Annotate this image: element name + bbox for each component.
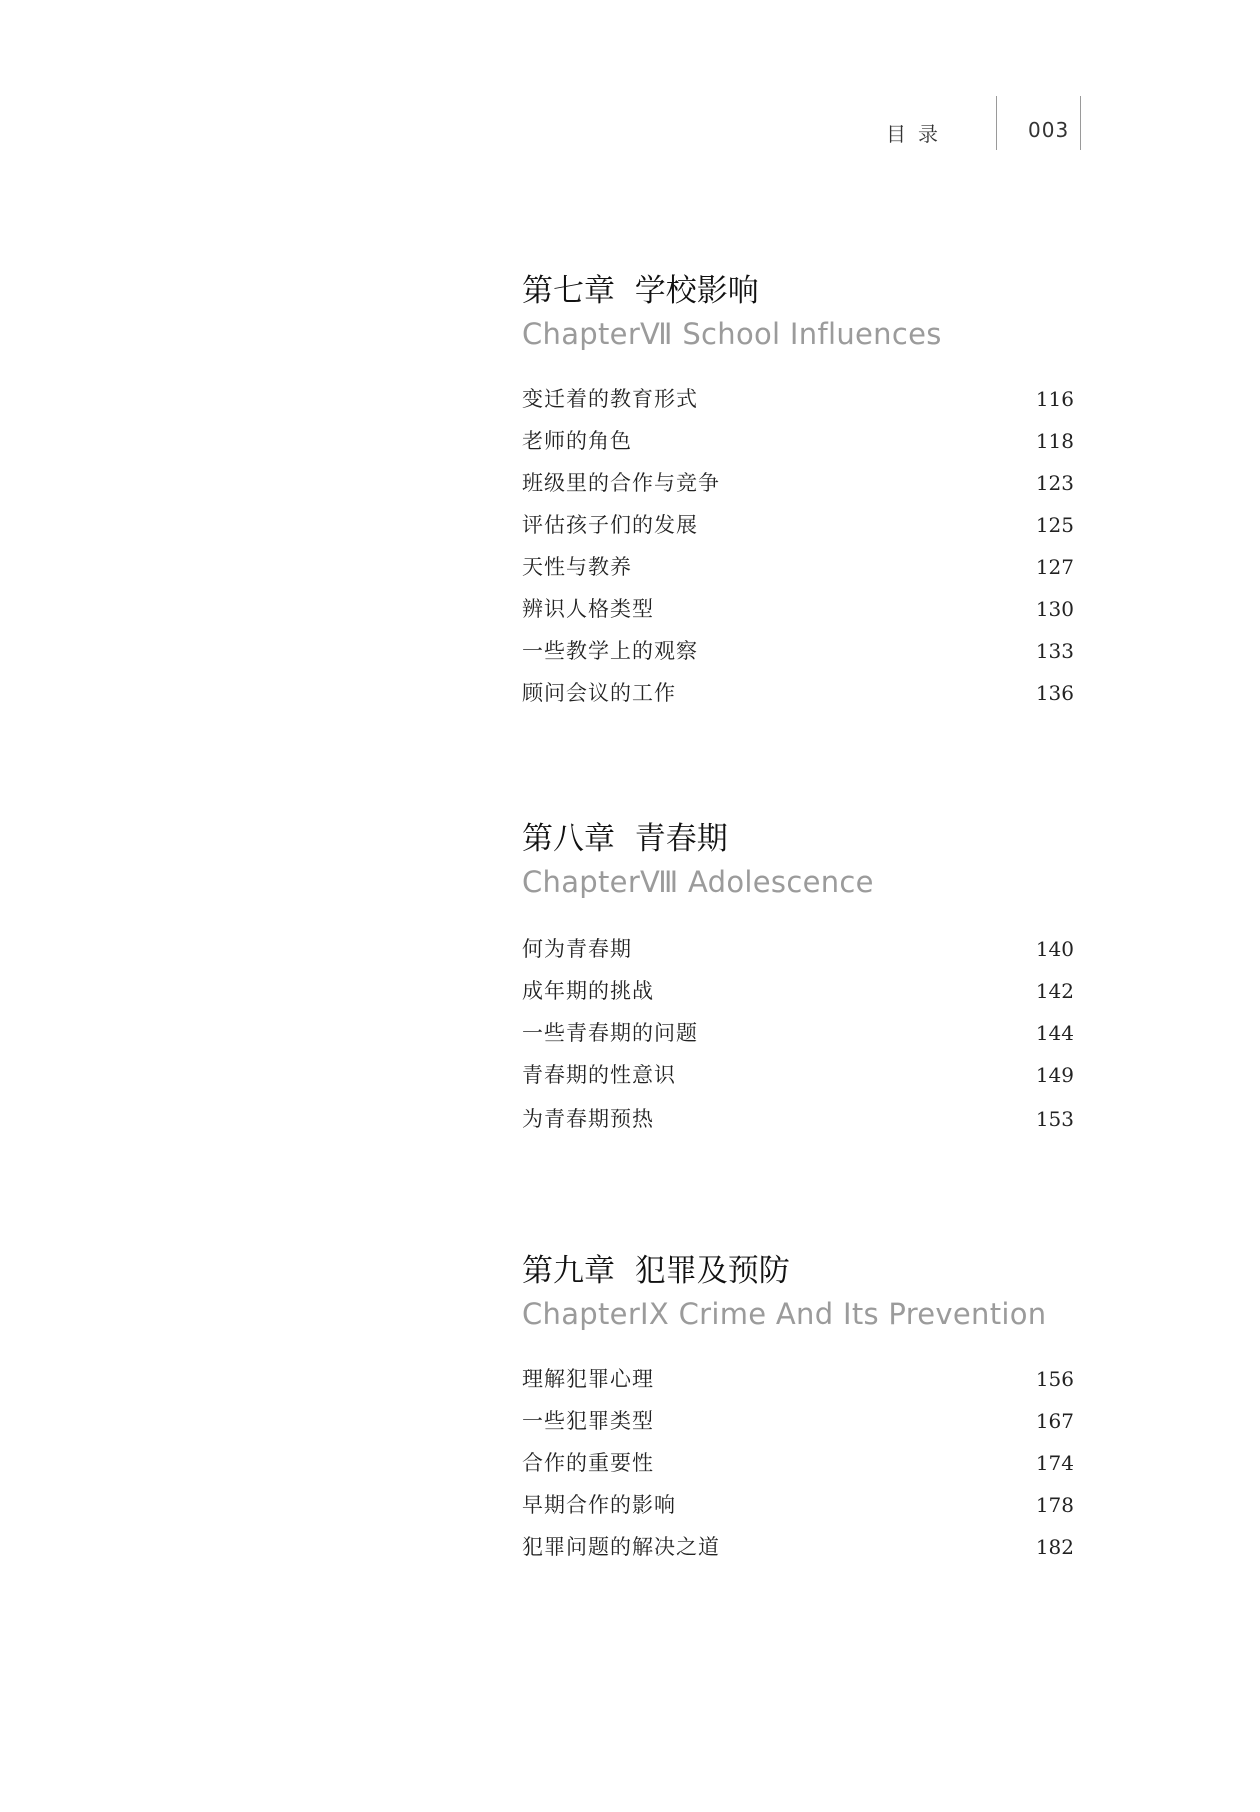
running-head-divider-right xyxy=(1080,96,1081,150)
chapter-title: 第七章 学校影响 xyxy=(522,273,759,309)
chapter-8-section xyxy=(522,818,1074,1140)
chapter-subtitle: ChapterⅦ School Influences xyxy=(522,317,942,351)
page-number: 003 xyxy=(1028,118,1070,142)
toc-entry[interactable] xyxy=(522,1012,1074,1054)
toc-entry-label: 班级里的合作与竞争 xyxy=(522,471,720,495)
chapter-title: 第八章 青春期 xyxy=(522,821,728,857)
toc-entry[interactable] xyxy=(522,504,1074,546)
toc-entry-label: 为青春期预热 xyxy=(522,1107,654,1131)
toc-entry-page: 178 xyxy=(1035,1493,1074,1517)
toc-entry-page: 140 xyxy=(1035,937,1074,961)
toc-entry[interactable] xyxy=(522,420,1074,462)
toc-entry-page: 127 xyxy=(1035,555,1074,579)
toc-entry-page: 125 xyxy=(1035,513,1074,537)
toc-entry[interactable] xyxy=(522,928,1074,970)
toc-entry-label: 早期合作的影响 xyxy=(522,1493,676,1517)
toc-entry-page: 116 xyxy=(1035,387,1074,411)
toc-entry-label: 青春期的性意识 xyxy=(522,1063,676,1087)
toc-entry-label: 一些青春期的问题 xyxy=(522,1021,698,1045)
toc-entry-page: 153 xyxy=(1035,1107,1074,1131)
toc-entry[interactable] xyxy=(522,1358,1074,1400)
toc-entry-label: 理解犯罪心理 xyxy=(522,1367,654,1391)
chapter-7-section xyxy=(522,270,1074,714)
toc-entry[interactable] xyxy=(522,546,1074,588)
toc-entry-label: 老师的角色 xyxy=(522,429,632,453)
running-head xyxy=(0,96,1260,156)
toc-entry[interactable] xyxy=(522,588,1074,630)
toc-list xyxy=(522,928,1074,1140)
toc-entry-page: 133 xyxy=(1035,639,1074,663)
toc-entry-label: 辨识人格类型 xyxy=(522,597,654,621)
toc-entry-page: 182 xyxy=(1035,1535,1074,1559)
running-head-title: 目录 xyxy=(886,122,950,146)
toc-entry[interactable] xyxy=(522,378,1074,420)
chapter-subtitle: ChapterIX Crime And Its Prevention xyxy=(522,1297,1047,1331)
toc-entry-page: 149 xyxy=(1035,1063,1074,1087)
running-head-divider-left xyxy=(996,96,997,150)
toc-entry-page: 130 xyxy=(1035,597,1074,621)
toc-list xyxy=(522,1358,1074,1568)
toc-entry[interactable] xyxy=(522,1098,1074,1140)
chapter-9-section xyxy=(522,1250,1074,1568)
toc-entry-label: 评估孩子们的发展 xyxy=(522,513,698,537)
toc-entry-page: 144 xyxy=(1035,1021,1074,1045)
toc-entry-label: 合作的重要性 xyxy=(522,1451,654,1475)
chapter-title: 第九章 犯罪及预防 xyxy=(522,1253,790,1289)
toc-entry-page: 118 xyxy=(1035,429,1074,453)
toc-entry-label: 顾问会议的工作 xyxy=(522,681,676,705)
toc-entry-page: 156 xyxy=(1035,1367,1074,1391)
toc-entry-label: 何为青春期 xyxy=(522,937,632,961)
toc-entry-page: 136 xyxy=(1035,681,1074,705)
toc-entry-label: 成年期的挑战 xyxy=(522,979,654,1003)
toc-entry[interactable] xyxy=(522,462,1074,504)
toc-entry[interactable] xyxy=(522,1442,1074,1484)
toc-entry-label: 变迁着的教育形式 xyxy=(522,387,698,411)
toc-entry[interactable] xyxy=(522,1400,1074,1442)
toc-entry[interactable] xyxy=(522,630,1074,672)
toc-entry-label: 犯罪问题的解决之道 xyxy=(522,1535,720,1559)
toc-entry[interactable] xyxy=(522,672,1074,714)
toc-entry-page: 123 xyxy=(1035,471,1074,495)
chapter-subtitle: ChapterⅧ Adolescence xyxy=(522,865,874,899)
toc-entry-label: 天性与教养 xyxy=(522,555,632,579)
toc-entry-label: 一些犯罪类型 xyxy=(522,1409,654,1433)
toc-entry[interactable] xyxy=(522,1484,1074,1526)
toc-list xyxy=(522,378,1074,714)
toc-entry-label: 一些教学上的观察 xyxy=(522,639,698,663)
toc-entry[interactable] xyxy=(522,970,1074,1012)
toc-entry[interactable] xyxy=(522,1054,1074,1096)
toc-entry[interactable] xyxy=(522,1526,1074,1568)
toc-entry-page: 142 xyxy=(1035,979,1074,1003)
toc-entry-page: 174 xyxy=(1035,1451,1074,1475)
toc-entry-page: 167 xyxy=(1035,1409,1074,1433)
